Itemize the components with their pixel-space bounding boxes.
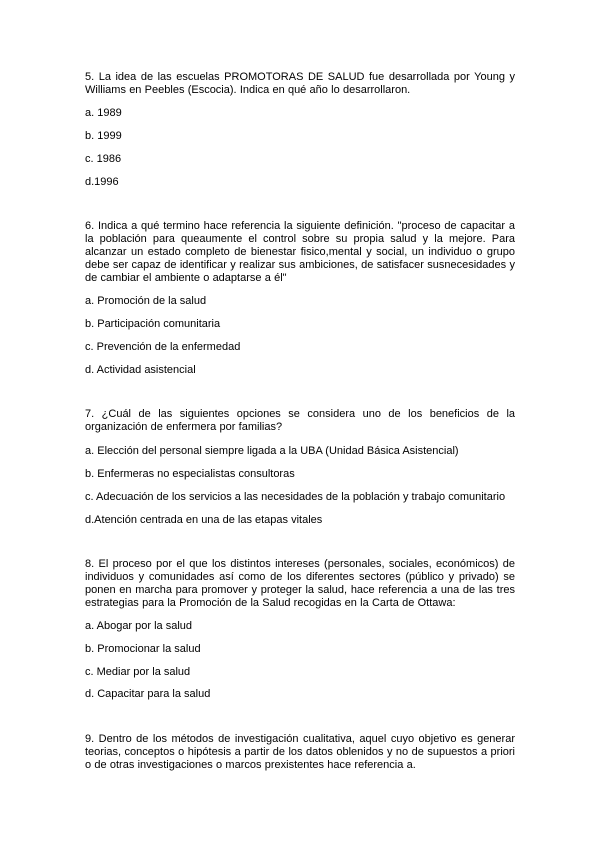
- question-7-option-c: c. Adecuación de los servicios a las necesidades de la población y trabajo comunitario: [85, 491, 506, 503]
- question-8-option-b: b. Promocionar la salud: [85, 643, 201, 655]
- question-8-option-d: d. Capacitar para la salud: [85, 688, 211, 700]
- question-5-option-b: b. 1999: [85, 130, 122, 142]
- question-5-option-a: a. 1989: [85, 107, 122, 119]
- question-9-stem: 9. Dentro de los métodos de investigación cualitativa, aquel cuyo objetivo es generar teorias, conceptos o hipótesis a partir de los datos oblenidos y no de supuestos a priori o de otras investigaciones o marcos prexistentes hace referencia a.: [85, 733, 515, 771]
- question-8-option-a: a. Abogar por la salud: [85, 620, 193, 632]
- question-8-option-c: c. Mediar por la salud: [85, 666, 191, 678]
- question-7-option-b: b. Enfermeras no especialistas consultoras: [85, 468, 295, 480]
- question-8-stem: 8. El proceso por el que los distintos intereses (personales, sociales, económicos) de individuos y comunidades así como de los diferentes sectores (público y privado) se ponen en marcha para promover y proteger la salud, hace referencia a una de las tres estrategias para la Promoción de la Salud recogidas en la Carta de Ottawa:: [85, 558, 515, 609]
- question-6-option-d: d. Actividad asistencial: [85, 364, 196, 376]
- question-5-option-c: c. 1986: [85, 153, 122, 165]
- question-7-option-d: d.Atención centrada en una de las etapas vitales: [85, 514, 323, 526]
- question-6-option-b: b. Participación comunitaria: [85, 318, 221, 330]
- question-7-stem: 7. ¿Cuál de las siguientes opciones se considera uno de los beneficios de la organización de enfermera por familias?: [85, 408, 515, 433]
- question-6-option-a: a. Promoción de la salud: [85, 295, 207, 307]
- question-6-option-c: c. Prevención de la enfermedad: [85, 341, 241, 353]
- question-7-option-a: a. Elección del personal siempre ligada a la UBA (Unidad Básica Asistencial): [85, 445, 459, 457]
- question-5-stem: 5. La idea de las escuelas PROMOTORAS DE SALUD fue desarrollada por Young y Williams en Peebles (Escocia). Indica en qué año lo desarrollaron.: [85, 71, 515, 96]
- question-6-stem: 6. Indica a qué termino hace referencia la siguiente definición. "proceso de capacitar a la población para queaumente el control sobre su propia salud y la mejore. Para alcanzar un estado completo de bienestar fisico,mental y social, un individuo o grupo debe ser capaz de identificar y realizar sus ambiciones, de satisfacer susnecesidades y de cambiar el ambiente o adaptarse a él": [85, 220, 515, 284]
- question-5-option-d: d.1996: [85, 176, 119, 188]
